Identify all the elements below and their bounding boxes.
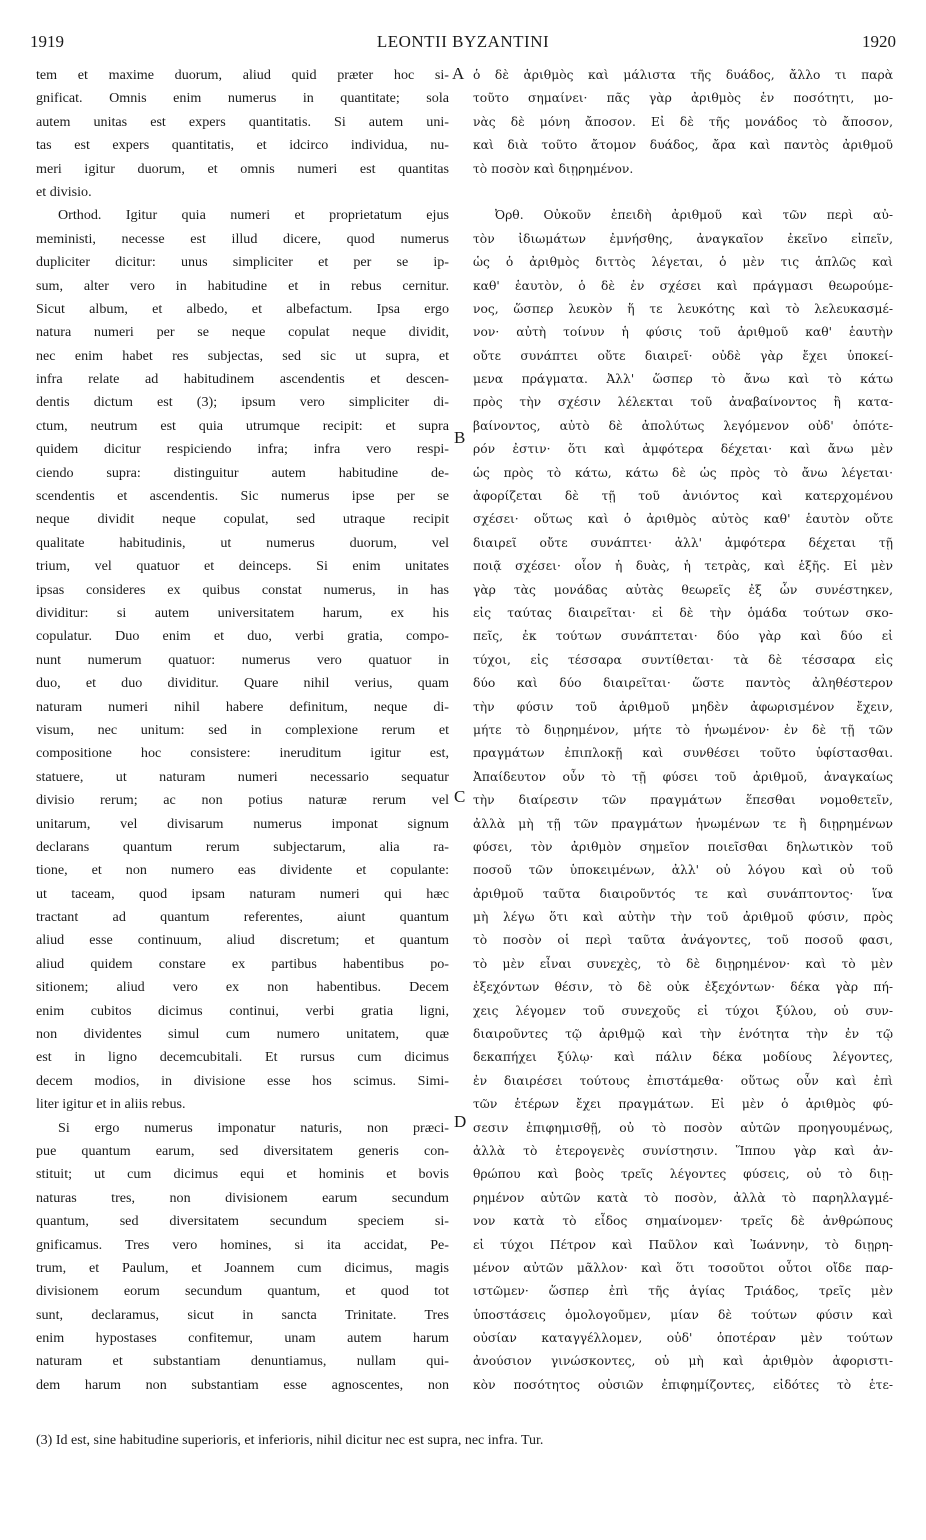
text-line: νὰς δὲ μόνη ἄποσον. Εἰ δὲ τῆς μονάδος τὸ ἄποσον,: [473, 114, 893, 129]
text-line: ἐν διαιρέσει τούτους ἐπιστάμεθα· οὕτως οὖν καὶ ἐπὶ: [473, 1073, 893, 1088]
text-line: scendentis et ascendentis. Sic numerus ipse per se: [36, 488, 449, 505]
text-line: τὸ μὲν εἶναι συνεχὲς, τὸ δὲ διῃρημένον· καὶ τὸ μὲν: [473, 956, 893, 971]
text-line: Ὀρθ. Οὐκοῦν ἐπειδὴ ἀριθμοῦ καὶ τῶν περὶ αὐ-: [495, 208, 893, 223]
text-line: μὴ λέγω ὅτι καὶ αὐτὴν τὴν τοῦ ἀριθμοῦ φύσιν, πρὸς: [473, 910, 893, 925]
text-line: liter igitur et in aliis rebus.: [36, 1096, 186, 1113]
text-line: μήτε τὸ διῃρημένον, μήτε τὸ ἡνωμένον· ἐν δὲ τῇ τῶν: [473, 722, 893, 737]
text-line: et divisio.: [36, 183, 92, 200]
text-line: dentis dictum est (3); ipsum vero simpliciter di-: [36, 394, 449, 411]
text-line: nunt numerum quatuor: numerus vero quatuor in: [36, 651, 449, 668]
text-line: δεκαπήχει ξύλῳ· καὶ πάλιν δέκα μοδίους λέγοντες,: [473, 1050, 893, 1065]
text-line: compositione hoc consistere: ineruditum igitur est,: [36, 745, 449, 762]
text-line: qualitate habitudinis, ut numerus duorum, vel: [36, 534, 449, 551]
text-line: οὐσίαν καταγγέλλομεν, οὐδ' ὁποτέραν μὲν τούτων: [473, 1331, 893, 1346]
text-line: φύσει, τὸν ἀριθμὸν σημεῖον ποιεῖσθαι δηλωτικὸν τοῦ: [473, 839, 893, 854]
text-line: πραγμάτων ἐπιπλοκῇ καὶ συνθέσει τοῦτο ὑφίστασθαι.: [473, 746, 893, 761]
text-line: μένον αὐτῶν μᾶλλον· καὶ ὅτι τοσοῦτοι οὗτοι οἴδε παρ-: [473, 1260, 893, 1275]
text-line: εἰ τύχοι Πέτρον καὶ Παῦλον καὶ Ἰωάννην, τὸ διῃρη-: [473, 1237, 893, 1252]
text-line: sum, alter vero in habitudine et in rebus cernitur.: [36, 277, 449, 294]
text-line: ιστῶμεν· ὥσπερ ἐπὶ τῆς ἁγίας Τριάδος, τρεῖς μὲν: [473, 1284, 893, 1299]
margin-letter-d: D: [454, 1112, 467, 1131]
text-line: χεις λέγομεν τοῦ συνεχοῦς εἰ τύχοι ξύλου, οὐ συν-: [473, 1003, 893, 1018]
text-line: Si ergo numerus imponatur naturis, non præci-: [58, 1119, 449, 1136]
text-line: τὸν ἰδιωμάτων ἐμνήσθης, ἀναγκαῖον ἐκεῖνο εἰπεῖν,: [473, 231, 893, 246]
text-line: ὑποστάσεις ὁμολογοῦμεν, μίαν δὲ τούτων φύσιν καὶ: [473, 1307, 893, 1322]
text-line: κὸν ποσότητος οὐσιῶν ἐπιφημίζοντες, εἰδότες τὸ ἑτε-: [473, 1377, 893, 1392]
text-line: sitionem; aliud vero ex non habentibus. Decem: [36, 979, 449, 996]
text-line: tem et maxime duorum, aliud quid præter hoc si-: [36, 67, 449, 83]
page-number-left: 1919: [30, 32, 64, 51]
text-line: meri igitur duorum, et omnis numeri est quantitas: [36, 160, 449, 177]
text-line: ἀφορίζεται δὲ τῇ τοῦ ἀνιόντος καὶ κατερχομένου: [473, 489, 893, 504]
running-title: LEONTII BYZANTINI: [376, 32, 550, 51]
text-line: πεῖς, ἐκ τούτων συνάπτεται· δύο γὰρ καὶ δύο εἰ: [473, 629, 893, 644]
text-line: ἀνούσιον γινώσκοντες, οὐ μὴ καὶ ἀριθμὸν ἀφοριστι-: [473, 1354, 893, 1369]
text-line: natura numeri per se neque copulat neque dividit,: [36, 324, 449, 341]
text-line: νος, ὥσπερ λευκὸν ἥ τε λευκότης καὶ τὸ λελευκασμέ-: [473, 301, 893, 316]
text-line: statuere, ut naturam numeri necessario sequatur: [36, 768, 449, 785]
text-line: δύο καὶ δύο διαιρεῖται· ὥστε παντὸς ἀληθέστερον: [473, 676, 893, 691]
text-line: decem modios, in divisione esse hos scimus. Simi-: [36, 1072, 449, 1089]
text-line: Ἀπαίδευτον οὖν τὸ τῇ φύσει τοῦ ἀριθμοῦ, ἀναγκαίως: [473, 769, 893, 784]
margin-letter-b: B: [454, 428, 466, 447]
text-line: μενα πράγματα. Ἀλλ' ὥσπερ τὸ ἄνω καὶ τὸ κάτω: [473, 372, 893, 387]
text-line: tas est expers quantitatis, et idcirco individua, nu-: [36, 137, 449, 154]
text-line: Sicut album, et albedo, et albefactum. Ipsa ergo: [36, 300, 449, 317]
text-line: tractant ad quantum referentes, aiunt quantum: [36, 909, 449, 926]
text-line: ἀλλὰ τὸ ἑτερογενὲς συνίστησιν. Ἵππου γὰρ καὶ ἀν-: [473, 1143, 893, 1158]
text-line: διαιροῦντες τῷ ἀριθμῷ καὶ τὴν ἑνότητα τὴν ἐν τῷ: [473, 1027, 893, 1042]
text-line: καὶ διὰ τοῦτο ἄτομον δυάδος, ἄρα καὶ παντὸς ἀριθμοῦ: [473, 138, 893, 153]
text-line: est in ligno decemcubitali. Et rursus cum dicimus: [36, 1049, 449, 1066]
text-line: θρώπου καὶ βοὸς τρεῖς λέγοντες φύσεις, οὐ τὸ διῃ-: [473, 1167, 893, 1182]
text-line: aliud esse continuum, aliud discretum; et quantum: [36, 932, 449, 949]
text-line: dividitur: si autem universitatem harum, ex his: [36, 604, 449, 621]
text-line: τὴν διαίρεσιν τῶν πραγμάτων ἕπεσθαι νομοθετεῖν,: [473, 793, 893, 808]
text-line: aliud quidem constare ex partibus habentibus po-: [36, 955, 449, 972]
text-line: naturas tres, non divisionem earum secundum: [36, 1189, 449, 1206]
text-line: νον· αὐτὴ τοίνυν ἡ φύσις τοῦ ἀριθμοῦ καθ' ἑαυτὴν: [473, 325, 893, 340]
text-line: autem unitas est expers quantitatis. Si autem uni-: [36, 113, 449, 130]
text-line: [473, 181, 893, 204]
text-line: ut taceam, quod ipsam naturam numeri qui hæc: [36, 885, 449, 902]
text-line: ὡς πρὸς τὸ κάτω, κάτω δὲ ὡς πρὸς τὸ ἄνω λέγεται·: [473, 465, 893, 480]
text-line: nec enim habet res subjectas, sed sic ut supra, et: [36, 347, 449, 364]
text-line: stituit; ut cum dicimus equi et hominis et bovis: [36, 1166, 449, 1183]
text-line: τὴν φύσιν τοῦ ἀριθμοῦ μηδὲν ἀφωρισμένον ἔχειν,: [473, 699, 893, 714]
text-line: σχέσει· οὕτως καὶ ὁ ἀριθμὸς αὐτὸς καθ' ἑαυτὸν οὔτε: [473, 512, 893, 527]
text-line: dupliciter dicitur: unus simpliciter et per se ip-: [36, 254, 449, 271]
text-line: visum, nec unitum: sed in complexione rerum et: [36, 721, 449, 738]
text-line: καθ' ἑαυτὸν, ὁ δὲ ἐν σχέσει καὶ πράγμασι θεωρούμε-: [473, 278, 893, 293]
text-line: infra relate ad habitudinem ascendentis et descen-: [36, 371, 449, 388]
text-line: Orthod. Igitur quia numeri et proprietatum ejus: [58, 207, 449, 224]
text-line: διαιρεῖ οὔτε συνάπτει· ἀλλ' ἀμφότερα δέχεται τῇ: [473, 535, 893, 550]
text-line: enim hypostases confitemur, unam autem harum: [36, 1330, 449, 1347]
text-line: ὁ δὲ ἀριθμὸς καὶ μάλιστα τῆς δυάδος, ἄλλο τι παρὰ: [473, 68, 893, 82]
text-line: divisio rerum; ac non potius naturæ rerum vel: [36, 792, 449, 809]
text-line: trum, et Paulum, et Joannem cum dicimus, magis: [36, 1259, 449, 1276]
text-line: τὸ ποσὸν καὶ διῃρημένον.: [473, 161, 634, 176]
text-line: ποιᾷ σχέσει· οἷον ἡ δυὰς, ἡ τετρὰς, καὶ ἑξῆς. Εἰ μὲν: [473, 559, 893, 574]
text-line: σεσιν ἐπιφημισθῇ, οὐ τὸ ποσὸν αὐτῶν προηγουμένως,: [473, 1120, 893, 1135]
text-line: ὡς ὁ ἀριθμὸς διττὸς λέγεται, ὁ μὲν τις ἁπλῶς καὶ: [473, 255, 893, 270]
text-line: pue quantum earum, sed diversitatem generis con-: [36, 1142, 449, 1159]
text-line: quantum, sed diversitatem secundum speciem si-: [36, 1213, 449, 1230]
page-number-right: 1920: [862, 32, 896, 51]
text-line: εἰς ταύτας διαιρεῖται· εἰ δὲ τὴν ὁμάδα τούτων σκο-: [473, 605, 893, 620]
text-line: νον κατὰ τὸ εἶδος σημαίνομεν· τρεῖς δὲ ἀνθρώπους: [473, 1214, 893, 1229]
text-line: trium, vel quatuor et deinceps. Si enim unitates: [36, 558, 449, 575]
greek-column: [473, 64, 893, 1397]
text-line: ρημένον αὐτῶν κατὰ τὸ ποσὸν, ἀλλὰ τὸ παρηλλαγμέ-: [473, 1190, 893, 1205]
text-line: ρόν ἐστιν· ὅτι καὶ ἀμφότερα δέχεται· καὶ ἄνω μὲν: [473, 442, 893, 457]
text-line: ἀλλὰ μὴ τῇ τῶν πραγμάτων ἡνωμένων τε ἢ διῃρημένων: [473, 816, 893, 831]
text-line: neque dividit neque copulat, sed utraque recipit: [36, 511, 449, 528]
margin-letter-c: C: [454, 787, 466, 806]
text-line: declarans quantum rerum subjectarum, alia ra-: [36, 838, 449, 855]
text-line: ἀριθμοῦ ταῦτα διαιροῦντός τε καὶ συνάπτοντος· ἵνα: [473, 886, 893, 901]
margin-letter-a: A: [452, 64, 465, 83]
text-line: naturam numeri nihil habere definitum, neque di-: [36, 698, 449, 715]
text-line: naturam et substantiam denuntiamus, nullam qui-: [36, 1353, 449, 1370]
text-line: ποσοῦ τῶν ὑποκειμένων, ἀλλ' οὐ λόγου καὶ οὐ τοῦ: [473, 863, 893, 878]
text-line: non dividentes simul cum numero unitatem, quæ: [36, 1026, 449, 1043]
text-line: ciendo supra: distinguitur autem habitudine de-: [36, 464, 449, 481]
text-line: gnificamus. Tres vero homines, si ita accidat, Pe-: [36, 1236, 449, 1253]
text-line: τὸ ποσὸν οἱ περὶ ταῦτα ἀνάγοντες, τοῦ ποσοῦ φασι,: [473, 933, 893, 948]
text-line: unitarum, vel divisarum numerus imponat signum: [36, 815, 449, 832]
text-line: dem harum non substantiam esse agnoscentes, non: [36, 1376, 449, 1393]
text-line: ipsas consideres ex quibus constat numerus, in has: [36, 581, 449, 598]
page-header: [30, 32, 896, 56]
text-line: tione, et non numero eas dividente et copulante:: [36, 862, 449, 879]
text-line: meministi, necesse est illud dicere, quod numerus: [36, 230, 449, 247]
footnote: (3) Id est, sine habitudine superioris, et inferioris, nihil dicitur nec est supra, nec infra. Tur.: [36, 1433, 544, 1448]
text-line: copulatur. Duo enim et duo, verbi gratia, compo-: [36, 628, 449, 645]
text-line: quidem dicitur respiciendo infra; infra vero respi-: [36, 441, 449, 458]
text-line: enim cubitos dicimus continui, verbi gratia ligni,: [36, 1002, 449, 1019]
text-line: οὔτε συνάπτει οὔτε διαιρεῖ· οὐδὲ γὰρ ἔχει ὑποκεί-: [473, 348, 893, 363]
text-line: τοῦτο σημαίνει· πᾶς γὰρ ἀριθμὸς ἐν ποσότητι, μο-: [473, 91, 893, 106]
text-line: τῶν ἑτέρων ἔχει πραγμάτων. Εἰ μὲν ὁ ἀριθμὸς φύ-: [473, 1097, 893, 1112]
latin-column: [36, 64, 449, 1397]
text-line: gnificat. Omnis enim numerus in quantitate; sola: [36, 90, 449, 107]
text-line: divisionem eorum secundum quantum, et quod tot: [36, 1283, 449, 1300]
text-line: γὰρ τὰς μονάδας αὐτὰς θεωρεῖς ἐξ ὧν συνέστηκεν,: [473, 582, 893, 597]
text-line: duo, et duo dividitur. Quare nihil verius, quam: [36, 675, 449, 692]
text-line: ἐξεχόντων θέσιν, τὸ δὲ οὐκ ἐξεχόντων· δέκα γὰρ πή-: [473, 980, 893, 995]
text-line: βαίνοντος, αὐτὸ δὲ ἀπολύτως λεγόμενον οὐδ' ὁπότε-: [473, 418, 893, 433]
text-line: πρὸς τὴν σχέσιν λέλεκται τοῦ ἀναβαίνοντος ἢ κατα-: [473, 395, 893, 410]
text-line: sunt, declaramus, sicut in sancta Trinitate. Tres: [36, 1306, 449, 1323]
text-line: ctum, neutrum est quia utrumque recipit: et supra: [36, 417, 449, 434]
text-line: τύχοι, εἰς τέσσαρα συντίθεται· τὰ δὲ τέσσαρα εἰς: [473, 652, 893, 667]
